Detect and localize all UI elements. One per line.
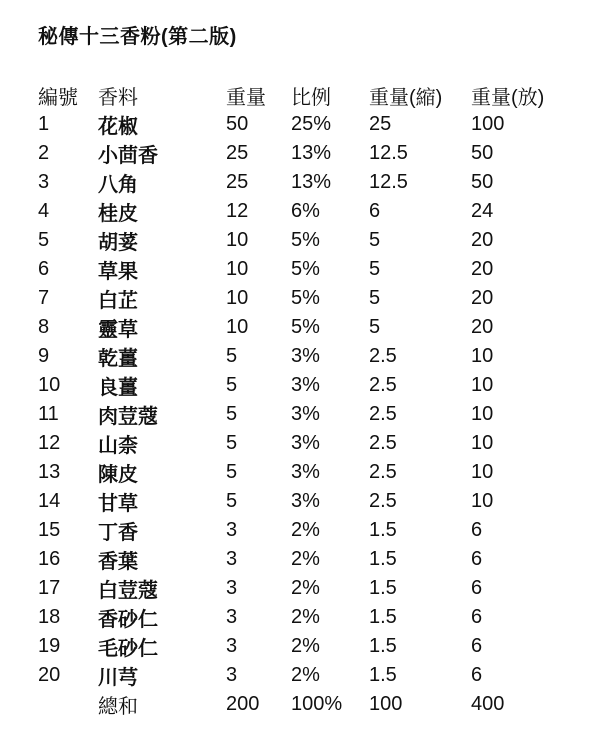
cell-ratio: 6% (291, 200, 320, 222)
spice-recipe-table (38, 80, 571, 719)
cell-weight: 5 (226, 432, 238, 454)
cell-weight: 3 (226, 548, 238, 570)
cell-number: 7 (38, 287, 50, 309)
cell-weight: 5 (226, 403, 238, 425)
table-row (38, 545, 571, 574)
cell-weight-reduced: 2.5 (369, 374, 397, 396)
header-weight: 重量 (226, 86, 266, 109)
cell-ratio: 3% (291, 490, 320, 512)
cell-number: 19 (38, 635, 61, 657)
cell-weight: 10 (226, 316, 249, 338)
table-row (38, 661, 571, 690)
cell-ratio: 2% (291, 577, 320, 599)
cell-ratio: 3% (291, 374, 320, 396)
cell-spice-name: 陳皮 (98, 464, 138, 486)
cell-spice-name: 山柰 (98, 435, 138, 457)
cell-ratio: 5% (291, 229, 320, 251)
cell-weight-enlarged: 6 (471, 519, 483, 541)
cell-ratio: 3% (291, 432, 320, 454)
cell-ratio: 5% (291, 258, 320, 280)
cell-number: 9 (38, 345, 50, 367)
cell-ratio: 2% (291, 635, 320, 657)
cell-weight: 3 (226, 606, 238, 628)
cell-number: 11 (38, 403, 59, 425)
cell-weight: 5 (226, 490, 238, 512)
cell-weight: 10 (226, 229, 249, 251)
cell-spice-name: 良薑 (98, 377, 138, 399)
cell-spice-name: 川芎 (98, 667, 138, 689)
cell-weight-reduced: 12.5 (369, 171, 408, 193)
cell-weight: 3 (226, 664, 238, 686)
cell-weight-reduced: 2.5 (369, 432, 397, 454)
cell-ratio: 13% (291, 171, 332, 193)
cell-number: 16 (38, 548, 61, 570)
cell-ratio: 3% (291, 403, 320, 425)
cell-weight: 5 (226, 374, 238, 396)
cell-number: 3 (38, 171, 50, 193)
cell-weight-enlarged: 20 (471, 229, 494, 251)
header-spice: 香料 (98, 86, 138, 109)
cell-weight-enlarged: 6 (471, 577, 483, 599)
cell-weight-reduced: 2.5 (369, 403, 397, 425)
cell-weight: 3 (226, 635, 238, 657)
cell-spice-name: 丁香 (98, 522, 138, 544)
table-row (38, 313, 571, 342)
cell-ratio: 3% (291, 461, 320, 483)
cell-weight: 5 (226, 345, 238, 367)
cell-number: 1 (38, 113, 50, 135)
cell-weight-reduced: 100 (369, 693, 403, 715)
cell-number: 5 (38, 229, 50, 251)
cell-weight-enlarged: 50 (471, 142, 494, 164)
cell-weight: 50 (226, 113, 249, 135)
header-ratio: 比例 (291, 86, 331, 109)
cell-weight-enlarged: 10 (471, 403, 494, 425)
cell-spice-name: 毛砂仁 (98, 638, 158, 660)
cell-number: 8 (38, 316, 50, 338)
cell-ratio: 13% (291, 142, 332, 164)
cell-spice-name: 靈草 (98, 319, 138, 341)
cell-weight-reduced: 1.5 (369, 606, 397, 628)
table-row (38, 458, 571, 487)
cell-number: 4 (38, 200, 50, 222)
total-row (38, 690, 571, 719)
cell-spice-name: 桂皮 (98, 203, 138, 225)
cell-number (38, 690, 98, 719)
cell-ratio: 5% (291, 316, 320, 338)
cell-weight-enlarged: 20 (471, 316, 494, 338)
cell-spice-name: 香葉 (98, 551, 138, 573)
table-row (38, 168, 571, 197)
table-row (38, 400, 571, 429)
cell-weight-enlarged: 6 (471, 635, 483, 657)
cell-number: 18 (38, 606, 61, 628)
table-row (38, 139, 571, 168)
table-row (38, 516, 571, 545)
cell-ratio: 5% (291, 287, 320, 309)
cell-weight-reduced: 2.5 (369, 461, 397, 483)
table-row (38, 371, 571, 400)
cell-spice-name: 小茴香 (98, 145, 158, 167)
cell-spice-name: 香砂仁 (98, 609, 158, 631)
table-row (38, 603, 571, 632)
table-row (38, 487, 571, 516)
table-row (38, 429, 571, 458)
cell-weight-enlarged: 6 (471, 664, 483, 686)
cell-ratio: 100% (291, 693, 343, 715)
table-row (38, 255, 571, 284)
page-title: 秘傳十三香粉(第二版) (38, 26, 237, 48)
cell-number: 10 (38, 374, 61, 396)
cell-weight-enlarged: 6 (471, 548, 483, 570)
cell-weight-enlarged: 20 (471, 258, 494, 280)
header-weight-enlarged: 重量(放) (471, 86, 545, 109)
cell-weight: 10 (226, 287, 249, 309)
table-row (38, 197, 571, 226)
cell-number: 2 (38, 142, 50, 164)
cell-weight-enlarged: 24 (471, 200, 494, 222)
cell-weight-reduced: 12.5 (369, 142, 408, 164)
cell-weight-reduced: 5 (369, 258, 381, 280)
table-header-row (38, 80, 571, 110)
cell-weight-enlarged: 10 (471, 374, 494, 396)
cell-weight-enlarged: 400 (471, 693, 505, 715)
cell-spice-name: 白芷 (98, 290, 138, 312)
cell-weight: 3 (226, 519, 238, 541)
header-number: 編號 (38, 86, 78, 109)
cell-number: 20 (38, 664, 61, 686)
cell-weight: 25 (226, 142, 249, 164)
cell-spice-name: 甘草 (98, 493, 138, 515)
table-body (38, 110, 571, 719)
table-row (38, 342, 571, 371)
cell-weight-enlarged: 6 (471, 606, 483, 628)
cell-ratio: 2% (291, 519, 320, 541)
cell-weight-reduced: 1.5 (369, 577, 397, 599)
cell-spice-name: 肉荳蔻 (98, 406, 158, 428)
cell-weight-reduced: 2.5 (369, 345, 397, 367)
cell-weight-enlarged: 10 (471, 490, 494, 512)
cell-weight-enlarged: 10 (471, 432, 494, 454)
cell-weight-reduced: 6 (369, 200, 381, 222)
cell-weight: 10 (226, 258, 249, 280)
cell-weight-reduced: 1.5 (369, 519, 397, 541)
table-row (38, 226, 571, 255)
cell-ratio: 3% (291, 345, 320, 367)
cell-weight-enlarged: 50 (471, 171, 494, 193)
cell-weight-enlarged: 10 (471, 461, 494, 483)
table-row (38, 574, 571, 603)
table-row (38, 632, 571, 661)
cell-number: 14 (38, 490, 61, 512)
cell-number: 15 (38, 519, 61, 541)
cell-weight: 200 (226, 693, 260, 715)
cell-weight-reduced: 5 (369, 316, 381, 338)
cell-weight-reduced: 1.5 (369, 664, 397, 686)
table-row (38, 110, 571, 139)
cell-ratio: 25% (291, 113, 332, 135)
cell-weight-enlarged: 100 (471, 113, 505, 135)
cell-spice-name: 總和 (98, 696, 138, 718)
cell-ratio: 2% (291, 606, 320, 628)
cell-spice-name: 花椒 (98, 116, 138, 138)
cell-weight-reduced: 5 (369, 229, 381, 251)
cell-spice-name: 草果 (98, 261, 138, 283)
cell-number: 6 (38, 258, 50, 280)
cell-weight-reduced: 25 (369, 113, 392, 135)
cell-number: 12 (38, 432, 61, 454)
cell-ratio: 2% (291, 548, 320, 570)
cell-weight-reduced: 2.5 (369, 490, 397, 512)
cell-spice-name: 乾薑 (98, 348, 138, 370)
cell-spice-name: 胡荽 (98, 232, 138, 254)
cell-number: 13 (38, 461, 61, 483)
cell-weight-enlarged: 20 (471, 287, 494, 309)
cell-ratio: 2% (291, 664, 320, 686)
table-row (38, 284, 571, 313)
header-weight-reduced: 重量(縮) (369, 86, 443, 109)
cell-weight: 5 (226, 461, 238, 483)
cell-spice-name: 八角 (98, 174, 138, 196)
cell-weight-reduced: 1.5 (369, 635, 397, 657)
cell-weight: 12 (226, 200, 249, 222)
cell-spice-name: 白荳蔻 (98, 580, 158, 602)
cell-weight: 3 (226, 577, 238, 599)
cell-weight-reduced: 1.5 (369, 548, 397, 570)
cell-number: 17 (38, 577, 61, 599)
cell-weight-reduced: 5 (369, 287, 381, 309)
cell-weight-enlarged: 10 (471, 345, 494, 367)
cell-weight: 25 (226, 171, 249, 193)
